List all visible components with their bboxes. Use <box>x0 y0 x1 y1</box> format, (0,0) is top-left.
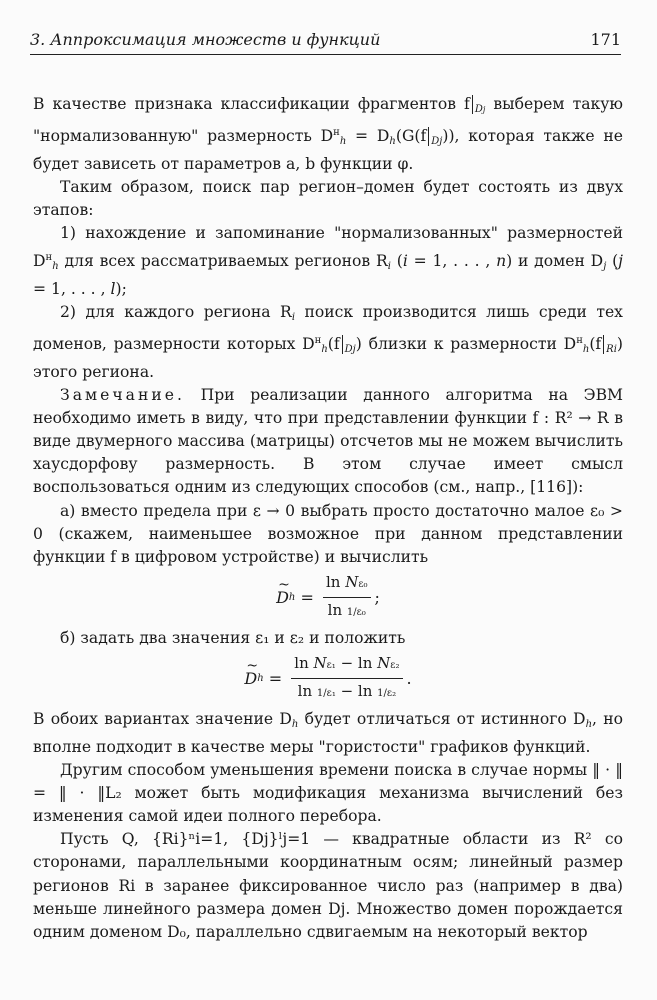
page-body <box>33 93 623 944</box>
formula-2: ~ D h = $\frac{\text{ln Nε₁ − ln Nε₂}}{\text{ln 1/ε₁ − ln 1/ε₂}}$ . <box>33 650 623 708</box>
page-number: 171 <box>590 30 621 49</box>
formula-1: ~ D h = $\frac{\text{ln Nε₀}}{\text{ln 1/ε₀}}$ ; <box>33 569 623 627</box>
section-title: 3. Аппроксимация множеств и функций <box>30 30 381 49</box>
paragraph-4: 2) для каждого региона $R_i$ поиск производится лишь среди тех доменов, размерности которых $D^н_h(f$ $_{Dj}$) близки к размерности $D^н_h(f$ $_{Ri}$) этого региона. <box>33 302 623 381</box>
paragraph-10: Пусть Q, {Ri}ⁿi=1, {Dj}ˡj=1 — квадратные области из R² со сторонами, параллельными координатным осям; линейный размер регионов Ri в заранее фиксированное число раз (например в два) меньше линейного размера домен Dj. Множество домен порождается одним доменом D₀, параллельно сдвигаемым на некоторый вектор <box>33 830 623 941</box>
paragraph-b: б) задать два значения ε₁ и ε₂ и положить <box>60 628 406 647</box>
paragraph-2: Таким образом, поиск пар регион–домен будет состоять из двух этапов: <box>33 178 623 220</box>
remark-paragraph: Замечание. При реализации данного алгоритма на ЭВМ необходимо иметь в виду, что при представлении функции f : R² → R в виде двумерного массива (матрицы) отсчетов мы не можем вычислить хаусдорфову размерность. В этом случае имеет смысл воспользоваться одним из следующих способов (см., напр., [116]): <box>33 386 623 497</box>
paragraph-a: а) вместо предела при ε → 0 выбрать просто достаточно малое ε₀ > 0 (скажем, наименьшее возможное при данном представлении функции f в цифровом устройстве) и вычислить <box>33 501 623 566</box>
running-header <box>30 28 621 55</box>
remark-label: Замечание. <box>60 386 185 405</box>
paragraph-9: Другим способом уменьшения времени поиска в случае нормы ‖ · ‖ = ‖ · ‖L₂ может быть модификация механизма вычислений без изменения самой идеи полного перебора. <box>33 761 623 826</box>
paragraph-3: 1) нахождение и запоминание "нормализованных" размерностей $D^н_h$ для всех рассматриваемых регионов $R_i$ (i = 1, . . . , n) и домен $D_j$ (j = 1, . . . , l); <box>33 224 624 298</box>
paragraph-8: В обоих вариантах значение $D_h$ будет отличаться от истинного $D_h$, но вполне подходит в качестве меры "гористости" графиков функций. <box>33 709 624 756</box>
paragraph-1: В качестве признака классификации фрагментов f $_{Dj}$ выберем такую "нормализованную" размерность $D^н_h = D_h(G(f$ $_{Dj}$)), которая также не будет зависеть от параметров a, b функции φ. <box>33 95 623 174</box>
